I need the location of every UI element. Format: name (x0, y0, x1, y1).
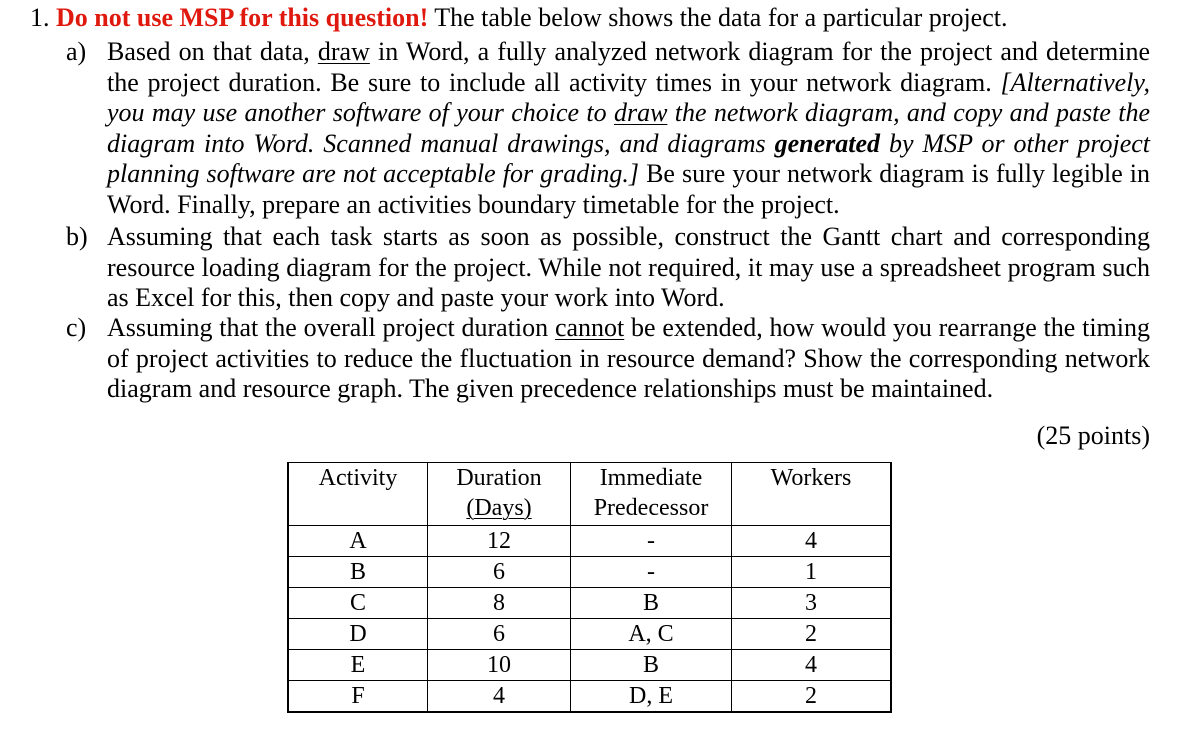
cell-predecessor: - (571, 526, 732, 557)
cell-workers: 1 (732, 557, 892, 588)
cell-workers: 4 (732, 650, 892, 681)
part-a-letter: a) (66, 37, 87, 66)
table-header-row (288, 463, 891, 526)
part-b-text: Assuming that each task starts as soon as possible, construct the Gantt chart and corresponding resource loading diagram for the project. While not required, it may use a spreadsheet program such as Excel for this, then copy and paste your work into Word. (107, 222, 1150, 312)
part-a-text: Based on that data, draw in Word, a fully analyzed network diagram for the project and determine the project duration. Be sure to include all activity times in your network diagram. [Alternatively, you may use another software of your choice to draw the network diagram, and copy and paste the diagram into Word. Scanned manual drawings, and diagrams generated by MSP or other project planning software are not acceptable for grading.] Be sure your network diagram is fully legible in Word. Finally, prepare an activities boundary timetable for the project. (107, 37, 1151, 219)
cell-activity: A (288, 526, 428, 557)
header-predecessor: Immediate Predecessor (571, 463, 732, 526)
cell-duration: 12 (428, 526, 571, 557)
msp-warning: Do not use MSP for this question! (56, 3, 429, 32)
header-duration: Duration (Days) (428, 463, 571, 526)
part-c-letter: c) (66, 313, 87, 342)
cell-predecessor: - (571, 557, 732, 588)
header-workers: Workers (732, 463, 892, 526)
cell-predecessor: B (571, 650, 732, 681)
cell-activity: C (288, 588, 428, 619)
cell-activity: E (288, 650, 428, 681)
cell-duration: 6 (428, 619, 571, 650)
cell-activity: F (288, 681, 428, 713)
cell-predecessor: B (571, 588, 732, 619)
cell-activity: D (288, 619, 428, 650)
question-heading (30, 2, 1180, 34)
table-row (288, 650, 891, 681)
cell-duration: 4 (428, 681, 571, 713)
table-row (288, 681, 891, 713)
cell-predecessor: A, C (571, 619, 732, 650)
question-number: 1. (30, 3, 50, 32)
table-row (288, 619, 891, 650)
table-row (288, 557, 891, 588)
cell-workers: 2 (732, 619, 892, 650)
cell-predecessor: D, E (571, 681, 732, 713)
cell-workers: 4 (732, 526, 892, 557)
table-row (288, 526, 891, 557)
table-row (288, 588, 891, 619)
cell-activity: B (288, 557, 428, 588)
cell-duration: 10 (428, 650, 571, 681)
cell-duration: 6 (428, 557, 571, 588)
table-body (288, 526, 891, 713)
cell-duration: 8 (428, 588, 571, 619)
points-label: (25 points) (1036, 421, 1150, 450)
question-intro: The table below shows the data for a particular project. (428, 3, 1008, 32)
activity-table (287, 462, 892, 713)
part-c-text: Assuming that the overall project duration cannot be extended, how would you rearrange the timing of project activities to reduce the fluctuation in resource demand? Show the corresponding network diagram and resource graph. The given precedence relationships must be maintained. (107, 313, 1151, 403)
part-b-letter: b) (66, 222, 88, 251)
cell-workers: 2 (732, 681, 892, 713)
cell-workers: 3 (732, 588, 892, 619)
header-activity: Activity (288, 463, 428, 526)
